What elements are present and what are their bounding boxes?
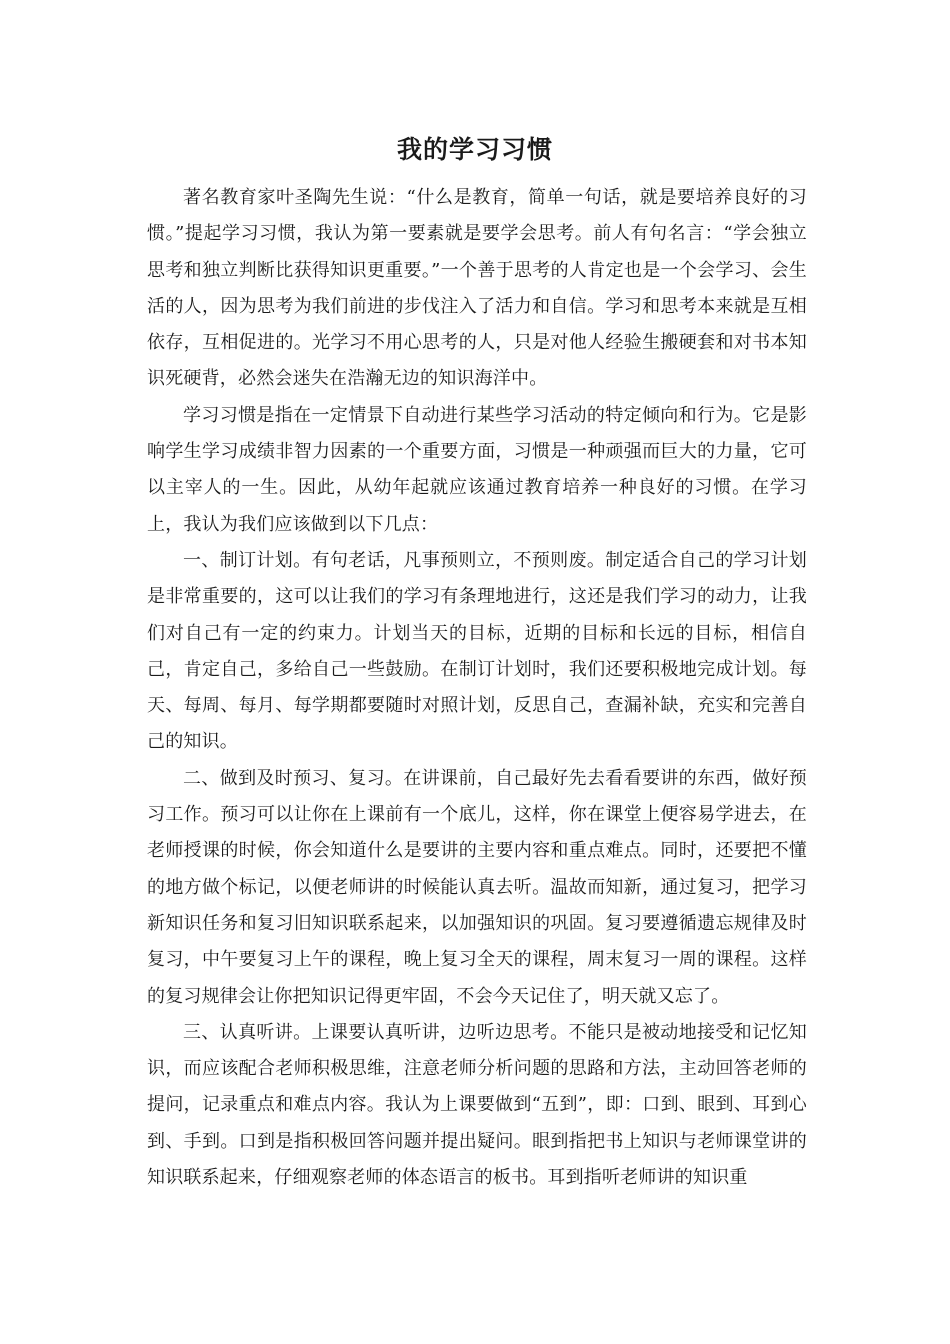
document-body <box>147 180 807 1196</box>
paragraph-intro: 著名教育家叶圣陶先生说：“什么是教育，简单一句话，就是要培养良好的习惯。”提起学习习惯，我认为第一要素就是要学会思考。前人有句名言：“学会独立思考和独立判断比获得知识更重要。”一个善于思考的人肯定也是一个会学习、会生活的人，因为思考为我们前进的步伐注入了活力和自信。学习和思考本来就是互相依存，互相促进的。光学习不用心思考的人，只是对他人经验生搬硬套和对书本知识死硬背，必然会迷失在浩瀚无边的知识海洋中。 <box>147 187 807 390</box>
paragraph-preview-review: 二、做到及时预习、复习。在讲课前，自己最好先去看看要讲的东西，做好预习工作。预习可以让你在上课前有一个底儿，这样，你在课堂上便容易学进去，在老师授课的时候，你会知道什么是要讲的主要内容和重点难点。同时，还要把不懂的地方做个标记，以便老师讲的时候能认真去听。温故而知新，通过复习，把学习新知识任务和复习旧知识联系起来，以加强知识的巩固。复习要遵循遗忘规律及时复习，中午要复习上午的课程，晚上复习全天的课程，周末复习一周的课程。这样的复习规律会让你把知识记得更牢固，不会今天记住了，明天就又忘了。 <box>147 767 807 1007</box>
paragraph-plan: 一、制订计划。有句老话，凡事预则立，不预则废。制定适合自己的学习计划是非常重要的，这可以让我们的学习有条理地进行，这还是我们学习的动力，让我们对自己有一定的约束力。计划当天的目标，近期的目标和长远的目标，相信自己，肯定自己，多给自己一些鼓励。在制订计划时，我们还要积极地完成计划。每天、每周、每月、每学期都要随时对照计划，反思自己，查漏补缺，充实和完善自己的知识。 <box>147 549 807 753</box>
paragraph-definition: 学习习惯是指在一定情景下自动进行某些学习活动的特定倾向和行为。它是影响学生学习成绩非智力因素的一个重要方面，习惯是一种顽强而巨大的力量，它可以主宰人的一生。因此，从幼年起就应该通过教育培养一种良好的习惯。在学习上，我认为我们应该做到以下几点： <box>147 404 807 535</box>
paragraph-listen: 三、认真听讲。上课要认真听讲，边听边思考。不能只是被动地接受和记忆知识，而应该配合老师积极思维，注意老师分析问题的思路和方法，主动回答老师的提问，记录重点和难点内容。我认为上课要做到“五到”，即：口到、眼到、耳到心到、手到。口到是指积极回答问题并提出疑问。眼到指把书上知识与老师课堂讲的知识联系起来，仔细观察老师的体态语言的板书。耳到指听老师讲的知识重 <box>147 1021 807 1189</box>
document-title: 我的学习习惯 <box>396 135 553 164</box>
